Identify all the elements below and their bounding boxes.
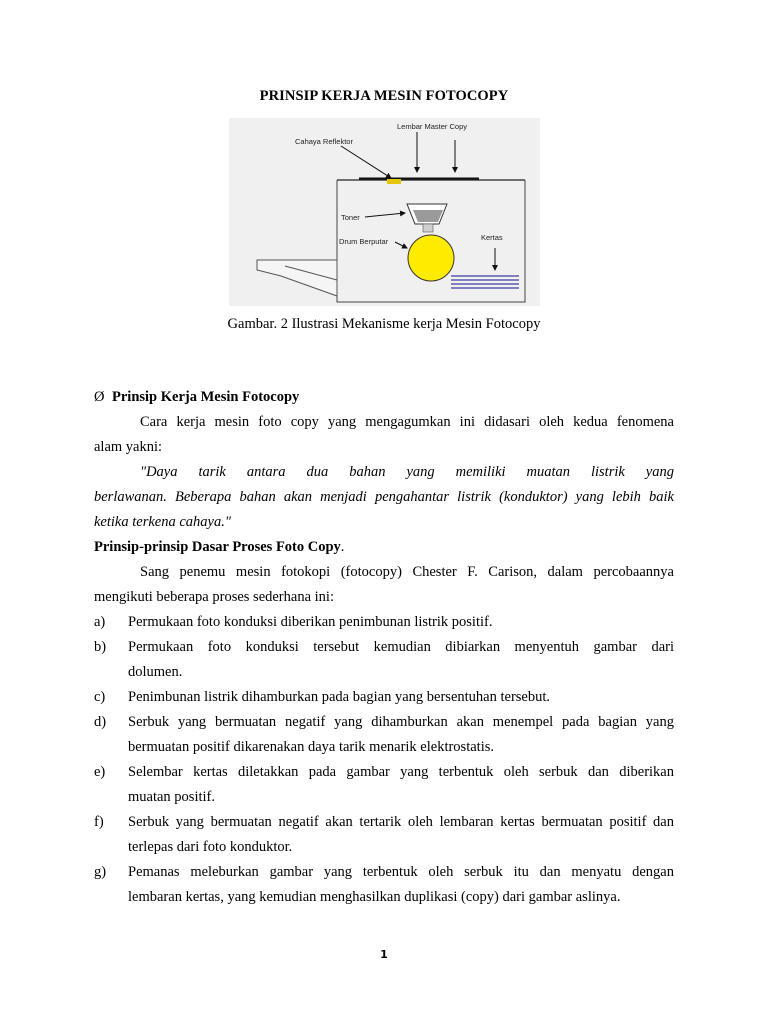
list-label: g): [94, 864, 107, 880]
section-2-intro-line-2: mengikuti beberapa proses sederhana ini:: [94, 589, 334, 605]
list-label: c): [94, 689, 106, 705]
section-2-intro-line-1: Sang penemu mesin fotokopi (fotocopy) Chester F. Carison, dalam percobaannya: [140, 564, 674, 580]
list-text-line-1: Pemanas meleburkan gambar yang terbentuk oleh serbuk itu dan menyatu dengan: [128, 864, 674, 880]
section-1-heading: [94, 389, 674, 406]
list-label: a): [94, 614, 106, 630]
label-paper: Kertas: [481, 233, 503, 242]
list-text-line-2: muatan positif.: [128, 789, 215, 805]
section-1-intro-line-2: alam yakni:: [94, 439, 163, 455]
label-drum: Drum Berputar: [339, 237, 389, 246]
section-2-heading-text: Prinsip-prinsip Dasar Proses Foto Copy: [94, 539, 341, 555]
quote-line-3: ketika terkena cahaya.": [94, 514, 231, 530]
figure-caption: Gambar. 2 Ilustrasi Mekanisme kerja Mesin Fotocopy: [227, 316, 541, 332]
list-text-line-1: Permukaan foto konduksi tersebut kemudian dibiarkan menyentuh gambar dari: [128, 639, 674, 655]
section-2-heading-period: .: [340, 539, 345, 555]
label-toner: Toner: [341, 213, 360, 222]
drum: [408, 235, 454, 281]
quote-line-2: berlawanan. Beberapa bahan akan menjadi pengahantar listrik (konduktor) yang lebih baik: [94, 489, 674, 505]
toner-powder: [413, 210, 443, 222]
label-master-copy: Lembar Master Copy: [397, 122, 468, 131]
list-text-line-2: bermuatan positif dikarenakan daya tarik menarik elektrostatis.: [128, 739, 494, 755]
section-1-intro-line-1: Cara kerja mesin foto copy yang mengagumkan ini didasari oleh kedua fenomena: [140, 414, 674, 430]
page-number: 1: [380, 948, 388, 961]
section-2-heading: [94, 539, 674, 556]
list-label: b): [94, 639, 107, 655]
quote-line-1: "Daya tarik antara dua bahan yang memiliki muatan listrik yang: [140, 464, 674, 480]
list-text-line-2: dolumen.: [128, 664, 183, 680]
list-text-line-1: Selembar kertas diletakkan pada gambar yang terbentuk oleh serbuk dan diberikan: [128, 764, 674, 780]
list-text-line-1: Penimbunan listrik dihamburkan pada bagian yang bersentuhan tersebut.: [128, 689, 551, 705]
label-reflector: Cahaya Reflektor: [295, 137, 353, 146]
list-text-line-2: terlepas dari foto konduktor.: [128, 839, 293, 855]
list-label: d): [94, 714, 107, 730]
list-text-line-1: Permukaan foto konduksi diberikan penimbunan listrik positif.: [128, 614, 493, 630]
reflector-light: [387, 179, 401, 184]
list-text-line-1: Serbuk yang bermuatan negatif akan tertarik oleh lembaran kertas bermuatan positif dan: [128, 814, 674, 830]
list-text-line-2: lembaran kertas, yang kemudian menghasilkan duplikasi (copy) dari gambar aslinya.: [128, 889, 621, 905]
photocopier-diagram: [229, 118, 540, 306]
bullet-symbol: Ø: [94, 389, 105, 405]
page-title: PRINSIP KERJA MESIN FOTOCOPY: [259, 88, 509, 104]
section-1-heading-text: Prinsip Kerja Mesin Fotocopy: [112, 389, 300, 405]
list-label: e): [94, 764, 106, 780]
list-label: f): [94, 814, 104, 830]
list-text-line-1: Serbuk yang bermuatan negatif yang dihamburkan akan menempel pada bagian yang: [128, 714, 674, 730]
